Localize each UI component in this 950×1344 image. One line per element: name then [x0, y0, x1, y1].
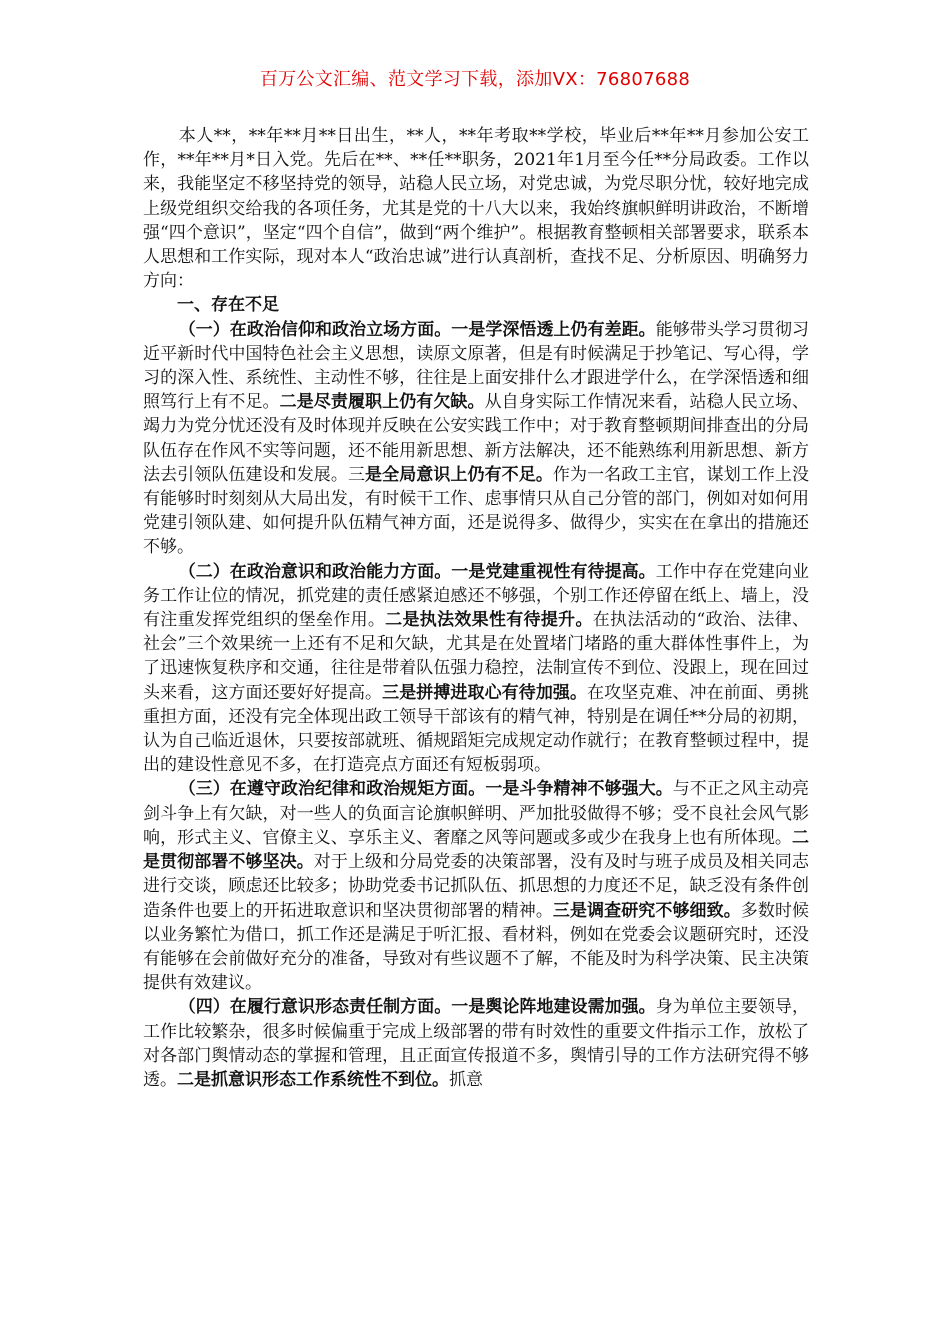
- document-body: [143, 124, 809, 1092]
- section-title: [143, 293, 809, 317]
- paragraph-1: [143, 318, 809, 560]
- paragraph-4-point-1-text: 身为单位主要领导，工作比较繁杂，很多时候偏重于完成上级部署的带有时效性的重要文件指示工作，放松了对各部门舆情动态的掌握和管理，且正面宣传报道不多，舆情引导的工作方法研究得不够透。: [143, 997, 810, 1090]
- paragraph-3: [143, 777, 809, 995]
- paragraph-4-point-2-text: 抓意: [449, 1069, 483, 1090]
- paragraph-1-heading: （一）在政治信仰和政治立场方面。: [178, 319, 452, 340]
- paragraph-2-point-3-heading: 三是拼搏进取心有待加强。: [382, 682, 588, 703]
- paragraph-1-point-1-text: 能够带头学习贯彻习近平新时代中国特色社会主义思想，读原文原著，但是有时候满足于抄笔记、写心得，学习的深入性、系统性、主动性不够，往往是上面安排什么才跟进学什么，在学深悟透和细照笃行上有不足。: [143, 319, 810, 413]
- paragraph-1-point-2-heading: 二是尽责履职上仍有欠缺。: [279, 392, 485, 413]
- paragraph-4: [143, 995, 809, 1092]
- paragraph-2: [143, 560, 809, 778]
- paragraph-4-point-2-heading: 二是抓意识形态工作系统性不到位。: [177, 1069, 449, 1090]
- paragraph-4-heading: （四）在履行意识形态责任制方面。: [178, 997, 452, 1018]
- section-title-text: 一、存在不足: [177, 295, 279, 316]
- paragraph-3-point-1-text: 与不正之风主动亮剑斗争上有欠缺，对一些人的负面言论旗帜鲜明、严加批驳做得不够；受不良社会风气影响，形式主义、官僚主义、享乐主义、奢靡之风等问题或多或少在我身上也有所体现。: [143, 779, 810, 848]
- paragraph-3-point-2-heading: 二是贯彻部署不够坚决。: [143, 827, 809, 873]
- intro-paragraph: 本人**，**年**月**日出生，**人，**年考取**学校，毕业后**年**月参加公安工作，**年**月*日入党。先后在**、**任**职务，2021年1月至今任**分局政委。工作以来，我能坚定不移坚持党的领导，站稳人民立场，对党忠诚，为党尽职分忧，较好地完成上级党组织交给我的各项任务，尤其是党的十八大以来，我始终旗帜鲜明讲政治，不断增强“四个意识”，坚定“四个自信”，做到“两个维护”。根据教育整顿相关部署要求，联系本人思想和工作实际，现对本人“政治忠诚”进行认真剖析，查找不足、分析原因、明确努力方向：: [143, 126, 809, 292]
- paragraph-3-point-3-text: 多数时候以业务繁忙为借口，抓工作还是满足于听汇报、看材料，例如在党委会议题研究时，还没有能够在会前做好充分的准备，导致对有些议题不了解，不能及时为科学决策、民主决策提供有效建议。: [143, 900, 810, 994]
- paragraph-2-point-2-text: 在执法活动的“政治、法律、社会”三个效果统一上还有不足和欠缺，尤其是在处置堵门堵路的重大群体性事件上，为了迅速恢复秩序和交通，往往是带着队伍强力稳控，法制宣传不到位、没跟上，现在回过头来看，这方面还要好好提高。: [143, 610, 810, 703]
- paragraph-3-point-3-heading: 三是调查研究不够细致。: [552, 900, 741, 921]
- paragraph-2-point-1-text: 工作中存在党建向业务工作让位的情况，抓党建的责任感紧迫感还不够强，个别工作还停留在纸上、墙上，没有注重发挥党组织的堡垒作用。: [143, 561, 810, 631]
- paragraph-2-point-2-heading: 二是执法效果性有待提升。: [385, 610, 593, 631]
- paragraph-1-point-3-text: 作为一名政工主官，谋划工作上没有能够时时刻刻从大局出发，有时候干工作、虑事情只从自己分管的部门，例如对如何用党建引领队建、如何提升队伍精气神方面，还是说得多、做得少，实实在在拿出的措施还不够。: [143, 464, 810, 558]
- paragraph-3-point-2-text: 对于上级和分局党委的决策部署，没有及时与班子成员及相关同志进行交谈，顾虑还比较多；协助党委书记抓队伍、抓思想的力度还不足，缺乏没有条件创造条件也要上的开拓进取意识和坚决贯彻部署的精神。: [143, 852, 810, 921]
- paragraph-1-point-2-text: 从自身实际工作情况来看，站稳人民立场、竭力为党分忧还没有及时体现并反映在公安实践工作中；对于教育整顿期间排查出的分局队伍存在作风不实等问题，还不能用新思想、新方法解决，还不能熟练利用新思想、新方法去引领队伍建设和发展。: [143, 392, 810, 485]
- paragraph-1-point-1-heading: 一是学深悟透上仍有差距。: [451, 319, 656, 340]
- paragraph-2-point-3-text: 在攻坚克难、冲在前面、勇挑重担方面，还没有完全体现出政工领导干部该有的精气神，特别是在调任**分局的初期，认为自己临近退休，只要按部就班、循规蹈矩完成规定动作就行；在教育整顿过程中，提出的建设性意见不多，在打造亮点方面还有短板弱项。: [143, 682, 810, 776]
- paragraph-3-point-1-heading: 一是斗争精神不够强大。: [485, 779, 673, 800]
- header-banner: 百万公文汇编、范文学习下载，添加VX：76807688: [259, 69, 691, 90]
- paragraph-1-point-3-ordinal: 三: [347, 464, 366, 485]
- paragraph-2-point-1-heading: 一是党建重视性有待提高。: [451, 561, 656, 582]
- paragraph-2-heading: （二）在政治意识和政治能力方面。: [178, 561, 452, 582]
- paragraph-1-point-3-heading: 是全局意识上仍有不足。: [365, 464, 553, 485]
- paragraph-4-point-1-heading: 一是舆论阵地建设需加强。: [451, 997, 656, 1018]
- paragraph-3-heading: （三）在遵守政治纪律和政治规矩方面。: [178, 779, 486, 800]
